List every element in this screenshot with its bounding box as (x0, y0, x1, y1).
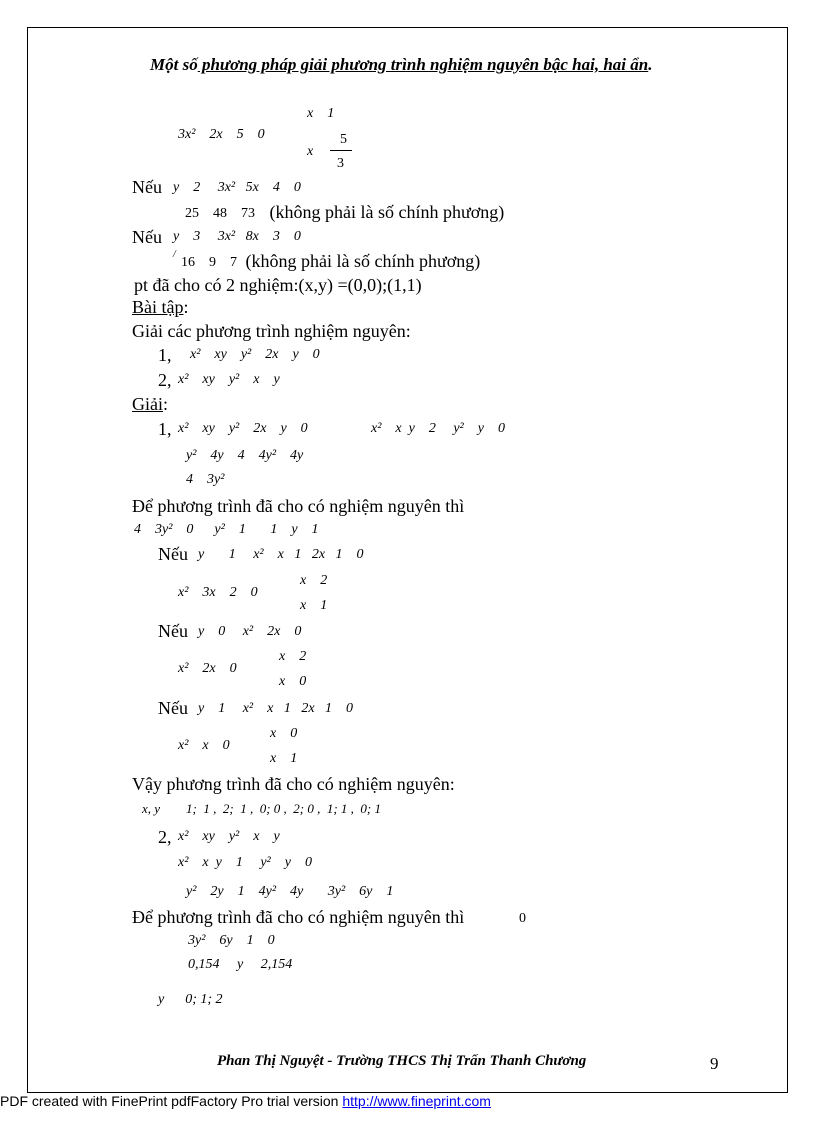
text-line: Để phương trình đã cho có nghiệm nguyên thì (132, 496, 465, 516)
text-line: pt đã cho có 2 nghiệm:(x,y) =(0,0);(1,1) (134, 275, 422, 295)
math-line: x, y 1; 1 , 2; 1 , 0; 0 , 2; 0 , 1; 1 , 0; 1 (142, 801, 382, 816)
math-line: x² x y 2 y² y 0 (371, 421, 505, 436)
text-line: Giải các phương trình nghiệm nguyên: (132, 321, 411, 341)
text-line: Nếu (158, 621, 188, 641)
pdf-watermark-link[interactable]: http://www.fineprint.com (342, 1093, 491, 1109)
math-line: x² xy y² 2x y 0 (178, 421, 308, 436)
title-part-2: phương pháp giải phương trình nghiệm nguyên bậc hai, hai ẩn (197, 55, 649, 74)
section-heading-text: Giải (132, 394, 163, 414)
math-line: 4 3y² (186, 472, 225, 487)
title-part-3: . (648, 55, 653, 74)
math-line: y 1 x² x 1 2x 1 0 (198, 547, 364, 562)
item-number: 1, (158, 419, 172, 439)
math-line: 3x² 2x 5 0 (178, 127, 265, 142)
math-line: y² 2y 1 4y² 4y 3y² 6y 1 (186, 884, 394, 899)
math-line: 16 9 7 (181, 255, 237, 270)
item-number: 2, (158, 827, 172, 847)
pdf-watermark (0, 1094, 491, 1108)
text-line: Nếu (158, 544, 188, 564)
math-line: y 3 3x² 8x 3 0 (173, 229, 301, 244)
math-line: x 2 (279, 649, 307, 664)
math-line: 0 (519, 911, 526, 926)
fraction-numerator: 5 (340, 132, 347, 147)
title-part-1: Một số (150, 55, 198, 74)
math-line: x 1 (270, 751, 298, 766)
fraction-bar (330, 150, 352, 151)
page-title (150, 56, 653, 73)
text-line: Nếu (158, 698, 188, 718)
math-line: x² xy y² 2x y 0 (190, 347, 320, 362)
math-line: x (307, 144, 314, 159)
text-line: Vậy phương trình đã cho có nghiệm nguyên: (132, 774, 455, 794)
math-line: 0,154 y 2,154 (188, 957, 293, 972)
page-number: 9 (710, 1054, 719, 1073)
math-line: 25 48 73 (185, 206, 255, 221)
section-heading-colon: : (183, 297, 189, 317)
math-line: 4 3y² 0 y² 1 1 y 1 (134, 522, 319, 537)
math-line: y 2 3x² 5x 4 0 (173, 180, 301, 195)
math-mark: / (173, 249, 176, 260)
text-line: Nếu (132, 227, 162, 247)
math-line: x² 2x 0 (178, 661, 237, 676)
math-line: x 0 (279, 674, 307, 689)
section-heading (132, 395, 168, 413)
math-line: y 0; 1; 2 (158, 992, 223, 1007)
math-line: x² x y 1 y² y 0 (178, 855, 312, 870)
section-heading-text: Bài tập (132, 297, 184, 317)
math-line: y 1 x² x 1 2x 1 0 (198, 701, 354, 716)
pdf-watermark-text: PDF created with FinePrint pdfFactory Pro trial version (0, 1093, 343, 1109)
text-line: (không phải là số chính phương) (265, 202, 505, 222)
math-line: y² 4y 4 4y² 4y (186, 448, 304, 463)
math-line: y 0 x² 2x 0 (198, 624, 302, 639)
math-line: x² 3x 2 0 (178, 585, 258, 600)
fraction-denominator: 3 (337, 156, 344, 171)
math-line: x 2 (300, 573, 328, 588)
footer-author: Phan Thị Nguyệt - Trường THCS Thị Trấn Thanh Chương (217, 1053, 587, 1069)
math-line: 3y² 6y 1 0 (188, 933, 275, 948)
section-heading (132, 298, 189, 316)
math-line: x² xy y² x y (178, 372, 280, 387)
math-line: x 1 (307, 106, 335, 121)
item-number: 1, (158, 345, 172, 365)
section-heading-colon: : (163, 394, 169, 414)
text-line: Để phương trình đã cho có nghiệm nguyên thì (132, 907, 465, 927)
text-line: Nếu (132, 177, 162, 197)
item-number: 2, (158, 370, 172, 390)
math-line: x² x 0 (178, 738, 230, 753)
math-line: x 0 (270, 726, 298, 741)
text-line: (không phải là số chính phương) (241, 251, 481, 271)
math-line: x² xy y² x y (178, 829, 280, 844)
math-line: x 1 (300, 598, 328, 613)
